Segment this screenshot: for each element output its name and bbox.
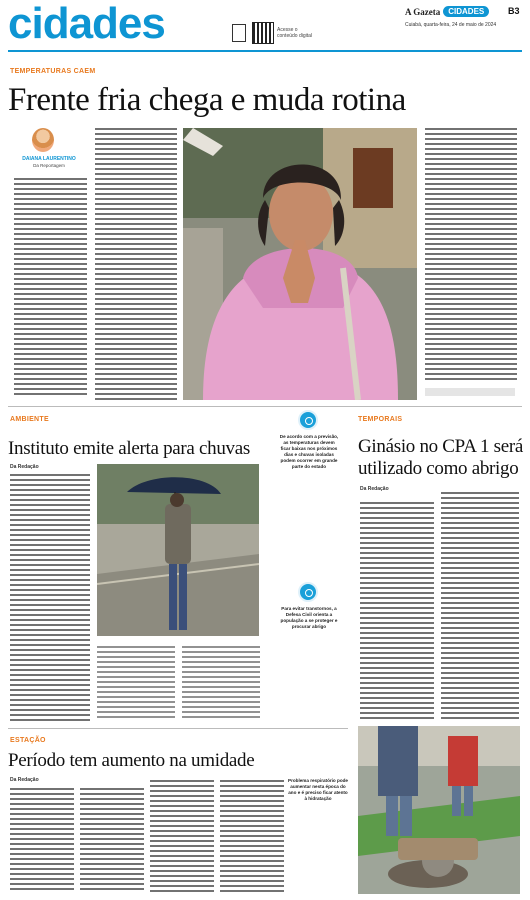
section-title: cidades: [8, 0, 165, 48]
right-column-1: [360, 502, 434, 720]
right-kicker: TEMPORAIS: [358, 416, 403, 423]
left-column-2: [97, 646, 175, 718]
right-byline: Da Redação: [360, 486, 389, 492]
side-note-3: Problema respiratório pode aumentar nesta época do ano e é preciso ficar atento à hidratação: [288, 778, 348, 801]
section-rule-1: [8, 406, 522, 407]
street-photo: [358, 726, 520, 894]
main-photo: [183, 128, 417, 400]
bottom-kicker: ESTAÇÃO: [10, 737, 46, 744]
left-column-1: [10, 474, 90, 724]
bottom-byline: Da Redação: [10, 777, 39, 783]
left-headline: Instituto emite alerta para chuvas: [8, 438, 250, 459]
left-column-3: [182, 646, 260, 718]
bottom-column-4: [220, 780, 284, 892]
bottom-column-1: [10, 788, 74, 892]
bottom-column-2: [80, 788, 144, 892]
author-role: Da Reportagem: [33, 163, 65, 168]
info-icon: [298, 410, 318, 430]
page-number: B3: [508, 6, 520, 16]
masthead-rule: [8, 50, 522, 52]
brand-header: [405, 6, 489, 17]
right-headline-line-2: utilizado como abrigo: [358, 458, 519, 479]
author-avatar: [32, 128, 54, 152]
brand-section-pill: CIDADES: [443, 6, 489, 17]
umbrella-photo: [97, 464, 259, 636]
side-note-2: Para evitar transtornos, a Defesa Civil orienta a população a se proteger e procurar abrigo: [280, 606, 338, 629]
brand-name: A Gazeta: [405, 6, 441, 17]
main-column-3: [425, 128, 517, 382]
right-headline-line-1: Ginásio no CPA 1 será: [358, 436, 524, 457]
qr-code-icon: [252, 22, 274, 44]
left-kicker: AMBIENTE: [10, 416, 49, 423]
qr-caption: Acesse o conteúdo digital: [277, 27, 313, 39]
main-headline: Frente fria chega e muda rotina: [8, 82, 406, 118]
photo-credit: [425, 388, 515, 396]
main-column-2: [95, 128, 177, 400]
alert-icon: [298, 582, 318, 602]
author-name: DAIANA LAURENTINO: [22, 156, 76, 162]
document-icon: [232, 24, 246, 42]
main-column-1: [14, 178, 87, 398]
side-note-1: De acordo com a previsão, as temperaturas devem ficar baixas nos próximos dias e chuvas isoladas podem ocorrer em grande parte do estado: [279, 434, 339, 469]
left-byline: Da Redação: [10, 464, 39, 470]
bottom-headline: Período tem aumento na umidade: [8, 750, 255, 771]
main-kicker: TEMPERATURAS CAEM: [10, 68, 96, 75]
section-rule-2: [8, 728, 348, 729]
date-line: Cuiabá, quarta-feira, 24 de maio de 2024: [405, 22, 497, 28]
right-column-2: [441, 492, 519, 720]
bottom-column-3: [150, 780, 214, 892]
